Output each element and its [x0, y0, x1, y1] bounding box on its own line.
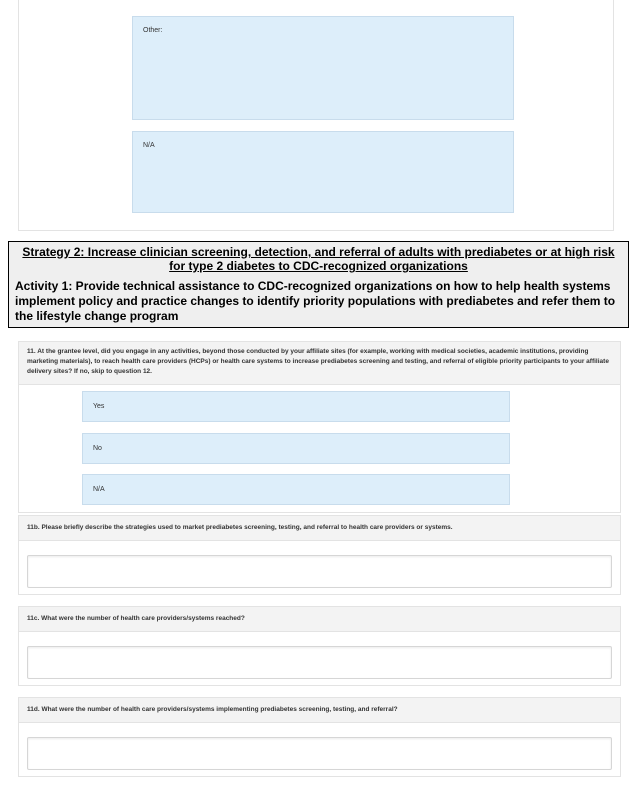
question-11d-text: 11d. What were the number of health care providers/systems implementing prediabetes screening, testing, and referral?	[19, 698, 620, 723]
option-other[interactable]	[132, 16, 514, 120]
question-11b-card	[18, 515, 621, 595]
question-11c-card	[18, 606, 621, 686]
question-11b-text: 11b. Please briefly describe the strategies used to market prediabetes screening, testing, and referral to health care providers or systems.	[19, 516, 620, 541]
strategies-input[interactable]	[27, 555, 612, 588]
providers-implementing-input[interactable]	[27, 737, 612, 770]
question-11-text: 11. At the grantee level, did you engage in any activities, beyond those conducted by your affiliate sites (for example, working with medical societies, academic institutions, providing marketing materials), to reach health care providers (HCPs) or health care systems to increase prediabetes screening and testing, and referral of eligible priority participants to your affiliate delivery sites? If no, skip to question 12.	[19, 342, 620, 385]
activity-text: Activity 1: Provide technical assistance to CDC-recognized organizations on how to help health systems implement policy and practice changes to identify priority populations with prediabetes and refer them to the lifestyle change program	[15, 279, 616, 323]
option-label: No	[93, 445, 102, 452]
question-11d-card	[18, 697, 621, 777]
strategy-box	[8, 241, 629, 328]
option-na[interactable]	[132, 131, 514, 213]
option-na[interactable]	[82, 474, 510, 505]
option-label: N/A	[93, 486, 105, 493]
option-yes[interactable]	[82, 391, 510, 422]
strategy-title: Strategy 2: Increase clinician screening, detection, and referral of adults with prediabetes or at high risk for type 2 diabetes to CDC-recognized organizations	[22, 245, 615, 273]
option-label: Yes	[93, 403, 105, 410]
question-11-card	[18, 341, 621, 513]
option-label: N/A	[143, 142, 155, 149]
option-label: Other:	[143, 27, 163, 34]
question-11c-text: 11c. What were the number of health care providers/systems reached?	[19, 607, 620, 632]
providers-reached-input[interactable]	[27, 646, 612, 679]
previous-question-card	[18, 0, 614, 231]
option-no[interactable]	[82, 433, 510, 464]
